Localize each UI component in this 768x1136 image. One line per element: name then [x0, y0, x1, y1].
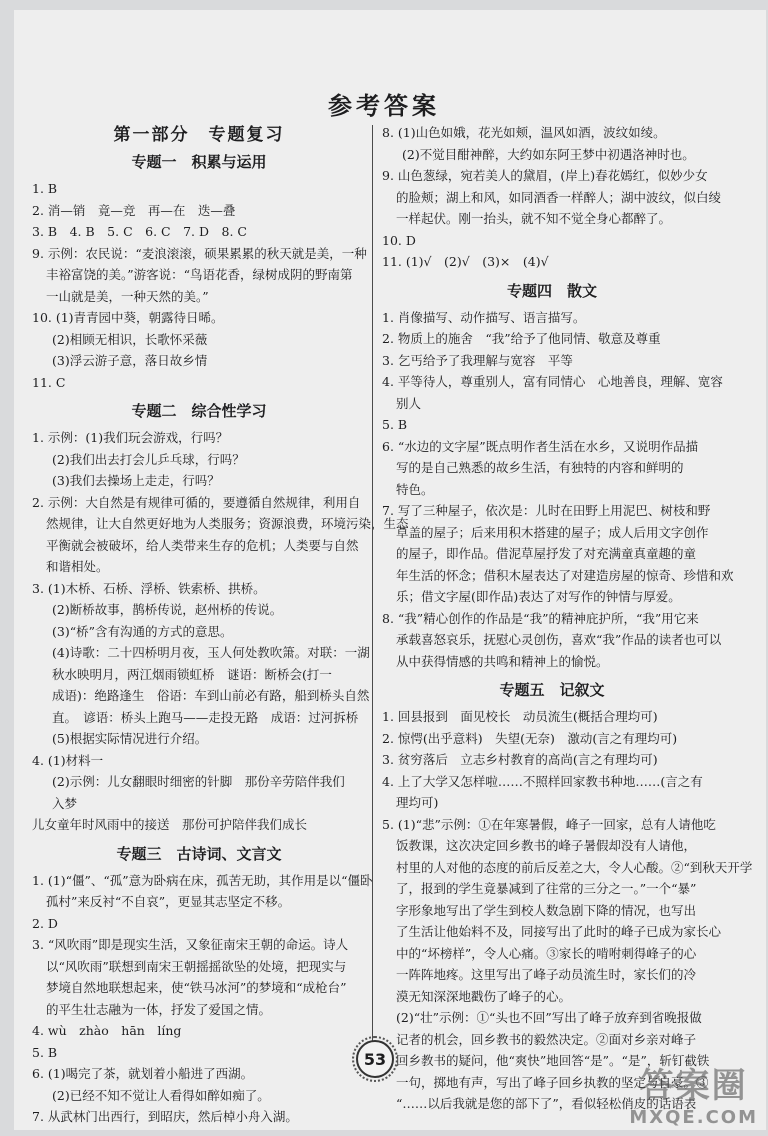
answer-line: 的脸颊；湖上和风，如同酒香一样醉人；湖中波纹，似白绫: [396, 189, 722, 205]
answer-line: 理均可): [396, 795, 439, 810]
answer-line: 秋水映明月，两江烟雨锁虹桥 谜语：断桥会(打一: [52, 666, 332, 682]
answer-line: 3. “风吹雨”即是现实生活，又象征南宋王朝的命运。诗人: [32, 937, 349, 952]
answer-line: 6. (1)喝完了茶，就划着小船进了西湖。: [32, 1066, 254, 1081]
answer-line: 回乡教书的疑问，他“爽快”地回答“是”。“是”，斩钉截铁: [396, 1053, 710, 1068]
answer-line: 中的“坏榜样”，令人心痛。③家长的啃咐刺得峰子的心: [396, 945, 697, 961]
section-heading-5: 专题五 记叙文: [499, 681, 605, 699]
answer-line: 9. 山色葱绿，宛若美人的黛眉，(岸上)春花嫣红，似妙少女: [382, 168, 708, 183]
answer-line: (5)根据实际情况进行介绍。: [52, 731, 208, 746]
answer-line: 记者的机会，回乡教书的毅然决定。②面对乡亲对峰子: [396, 1031, 697, 1047]
answer-line: 7. 从武林门出西行，到昭庆，然后棹小舟入湖。: [32, 1109, 298, 1124]
answer-line: 8. “我”精心创作的作品是“我”的精神庇护所，“我”用它来: [382, 610, 699, 626]
answer-line: (3)“桥”含有沟通的方式的意思。: [52, 623, 233, 639]
answer-line: 10. (1)青青园中葵，朝露待日晞。: [32, 310, 224, 325]
answer-line: 年生活的怀念；借积木屋表达了对建造房屋的惊奇、珍惜和欢: [396, 567, 734, 583]
section-heading-3: 专题三 古诗词、文言文: [116, 844, 282, 863]
section-heading-1: 专题一 积累与运用: [131, 153, 267, 171]
answer-line: 5. B: [32, 1044, 58, 1060]
answer-line: (2)“壮”示例：①“头也不回”写出了峰子放弃到省晚报做: [396, 1010, 702, 1025]
answer-line: 2. 物质上的施舍 “我”给予了他同情、敬意及尊重: [382, 331, 661, 346]
answer-line: 8. (1)山色如娥，花光如颊，温风如酒，波纹如绫。: [382, 125, 666, 140]
watermark-main: 答案圈: [639, 1066, 748, 1106]
answer-line: 2. 消—销 竟—竞 再—在 迭—叠: [32, 202, 236, 218]
answer-line: 乐；借文字屋(即作品)表达了对写作的钟情与厚爱。: [396, 589, 681, 604]
answer-line: 3. B 4. B 5. C 6. C 7. D 8. C: [32, 224, 247, 239]
answer-line: (2)相顾无相识，长歌怀采薇: [52, 331, 208, 347]
answer-line: 1. 肖像描写、动作描写、语言描写。: [382, 309, 586, 325]
answer-line: (2)已经不知不觉让人看得如醉如痴了。: [52, 1087, 270, 1103]
answer-line: 直。 谚语：桥头上跑马——走投无路 成语：过河拆桥: [52, 709, 359, 725]
answer-line: (3)我们去操场上走走，行吗？: [52, 473, 220, 488]
answer-line: 9. 示例：农民说：“麦浪滚滚，硕果累累的秋天就是美，一种: [32, 245, 367, 261]
answer-line: (2)我们出去打会儿乒乓球，行吗？: [52, 451, 245, 467]
answer-line: 6. “水边的文字屋”既点明作者生活在水乡，又说明作品描: [382, 438, 699, 454]
answer-line: 一样起伏。刚一抬头，就不知不觉全身心都醉了。: [396, 211, 672, 226]
answer-line: 1. (1)“僵”、“孤”意为卧病在床，孤苦无助，其作用是以“僵卧: [32, 872, 373, 888]
answer-line: (2)断桥故事，鹊桥传说，赵州桥的传说。: [52, 602, 283, 617]
answer-line: 11. C: [32, 374, 66, 390]
answer-line: 1. 回县报到 面见校长 动员流生(概括合理均可): [382, 709, 658, 724]
answer-line: 从中获得情感的共鸣和精神上的愉悦。: [396, 653, 609, 669]
page-number: 53: [356, 1040, 394, 1078]
watermark-sub: MXQE.COM: [629, 1107, 758, 1128]
right-column: [382, 122, 753, 1115]
section-heading-4: 专题四 散文: [506, 281, 597, 300]
answer-line: 了生活让他始料不及，同接写出了此时的峰子已成为家长心: [396, 924, 722, 939]
answer-line: (4)诗歌：二十四桥明月夜，玉人何处教吹箫。对联：一湖: [52, 645, 370, 660]
answer-line: “……以后我就是您的部下了”，看似轻松俏皮的话语表: [396, 1096, 697, 1111]
answer-line: 5. B: [382, 417, 408, 432]
answer-line: 4. wù zhào hān líng: [32, 1023, 182, 1038]
answer-line: 梦境自然地联想起来，使“铁马冰河”的梦境和“成枪台”: [46, 980, 347, 995]
answer-line: 4. 平等待人，尊重别人，富有同情心 心地善良，理解、宽容: [382, 374, 723, 389]
answer-line: 的屋子，即作品。借泥草屋抒发了对充满童真童趣的童: [396, 546, 697, 561]
answer-line: 漠无知深深地戳伤了峰子的心。: [396, 988, 572, 1004]
answer-line: 11. (1)√ (2)√ (3)× (4)√: [382, 254, 549, 269]
answer-line: 4. 上了大学又怎样啦……不照样回家教书种地……(言之有: [382, 773, 703, 789]
answer-line: 特色。: [396, 481, 434, 497]
answer-line: 草盖的屋子；后来用积木搭建的屋子；成人后用文字创作: [396, 524, 709, 540]
answer-line: 一句，掷地有声，写出了峰子回乡执教的坚定与自豪。③: [396, 1074, 709, 1090]
answer-line: 别人: [396, 395, 422, 411]
answer-line: 1. B: [32, 181, 58, 196]
answer-line: 然规律，让大自然更好地为人类服务；资源浪费，环境污染，生态: [46, 516, 409, 531]
answer-line: 3. 贫穷落后 立志乡村教育的高尚(言之有理均可): [382, 752, 658, 767]
answer-line: 4. (1)材料一: [32, 752, 104, 768]
answer-line: 7. 写了三种屋子，依次是：儿时在田野上用泥巴、树枝和野: [382, 503, 711, 518]
answer-line: 的平生壮志融为一体，抒发了爱国之情。: [46, 1001, 272, 1017]
answer-line: 写的是自己熟悉的故乡生活，有独特的内容和鲜明的: [396, 460, 684, 475]
answer-line: (2)不觉目酣神醉，大约如东阿王梦中初遇洛神时也。: [402, 146, 695, 162]
answer-line: 了，报到的学生竟暴减到了往常的三分之一。”一个“暴”: [396, 881, 697, 896]
answer-line: 村里的人对他的态度的前后反差之大，令人心酸。②“到秋天开学: [396, 859, 753, 875]
answer-line: 儿女童年时风雨中的接送 那份可护陪伴我们成长: [32, 817, 308, 832]
answer-line: 2. 示例：大自然是有规律可循的，要遵循自然规律，利用自: [32, 494, 361, 510]
watermark-logo: [629, 1058, 758, 1128]
answer-line: 饭教课，这次决定回乡教书的峰子暑假却没有人请他，: [396, 838, 697, 853]
answer-line: 3. (1)木桥、石桥、浮桥、铁索桥、拱桥。: [32, 580, 266, 596]
answer-line: 2. D: [32, 915, 58, 931]
page-title: 参考答案: [328, 91, 440, 120]
answer-line: 2. 惊愕(出乎意料) 失望(无奈) 激动(言之有理均可): [382, 730, 678, 746]
answer-line: 承载喜怒哀乐，抚慰心灵创伤，喜欢“我”作品的读者也可以: [396, 632, 722, 647]
answer-line: 一阵阵地疼。这里写出了峰子动员流生时，家长们的冷: [396, 967, 697, 982]
answer-line: 入梦: [52, 795, 78, 811]
answer-line: 一山就是美，一种天然的美。”: [46, 288, 209, 304]
answer-line: (2)示例：儿女翻眼时细密的针脚 那份辛劳陪伴我们: [52, 774, 345, 789]
section-heading-2: 专题二 综合性学习: [131, 402, 267, 420]
answer-line: (3)浮云游子意，落日故乡情: [52, 353, 208, 368]
answer-line: 5. (1)“悲”示例：①在年寒暑假，峰子一回家，总有人请他吃: [382, 816, 716, 832]
answer-line: 3. 乞丐给予了我理解与宽容 平等: [382, 352, 573, 368]
answer-line: 1. 示例：(1)我们玩会游戏，行吗？: [32, 430, 229, 445]
column-divider: [372, 125, 373, 1043]
answer-line: 10. D: [382, 232, 416, 248]
answer-line: 和谐相处。: [46, 559, 109, 574]
answer-line: 孤村”来反衬“不自哀”，更显其志坚定不移。: [46, 894, 291, 909]
answer-line: 字形象地写出了学生到校人数急剧下降的情况，也写出: [396, 902, 697, 918]
answer-line: 平衡就会被破坏，给人类带来生存的危机；人类要与自然: [46, 537, 359, 553]
answer-line: 以“风吹雨”联想到南宋王朝摇摇欲坠的处境，把现实与: [46, 958, 347, 974]
part-heading: 第一部分 专题复习: [113, 125, 285, 145]
answer-line: 成语)：绝路逢生 俗语：车到山前必有路，船到桥头自然: [52, 688, 370, 703]
answer-line: 丰裕富饶的美。”游客说：“鸟语花香，绿树成阴的野南第: [46, 267, 353, 282]
